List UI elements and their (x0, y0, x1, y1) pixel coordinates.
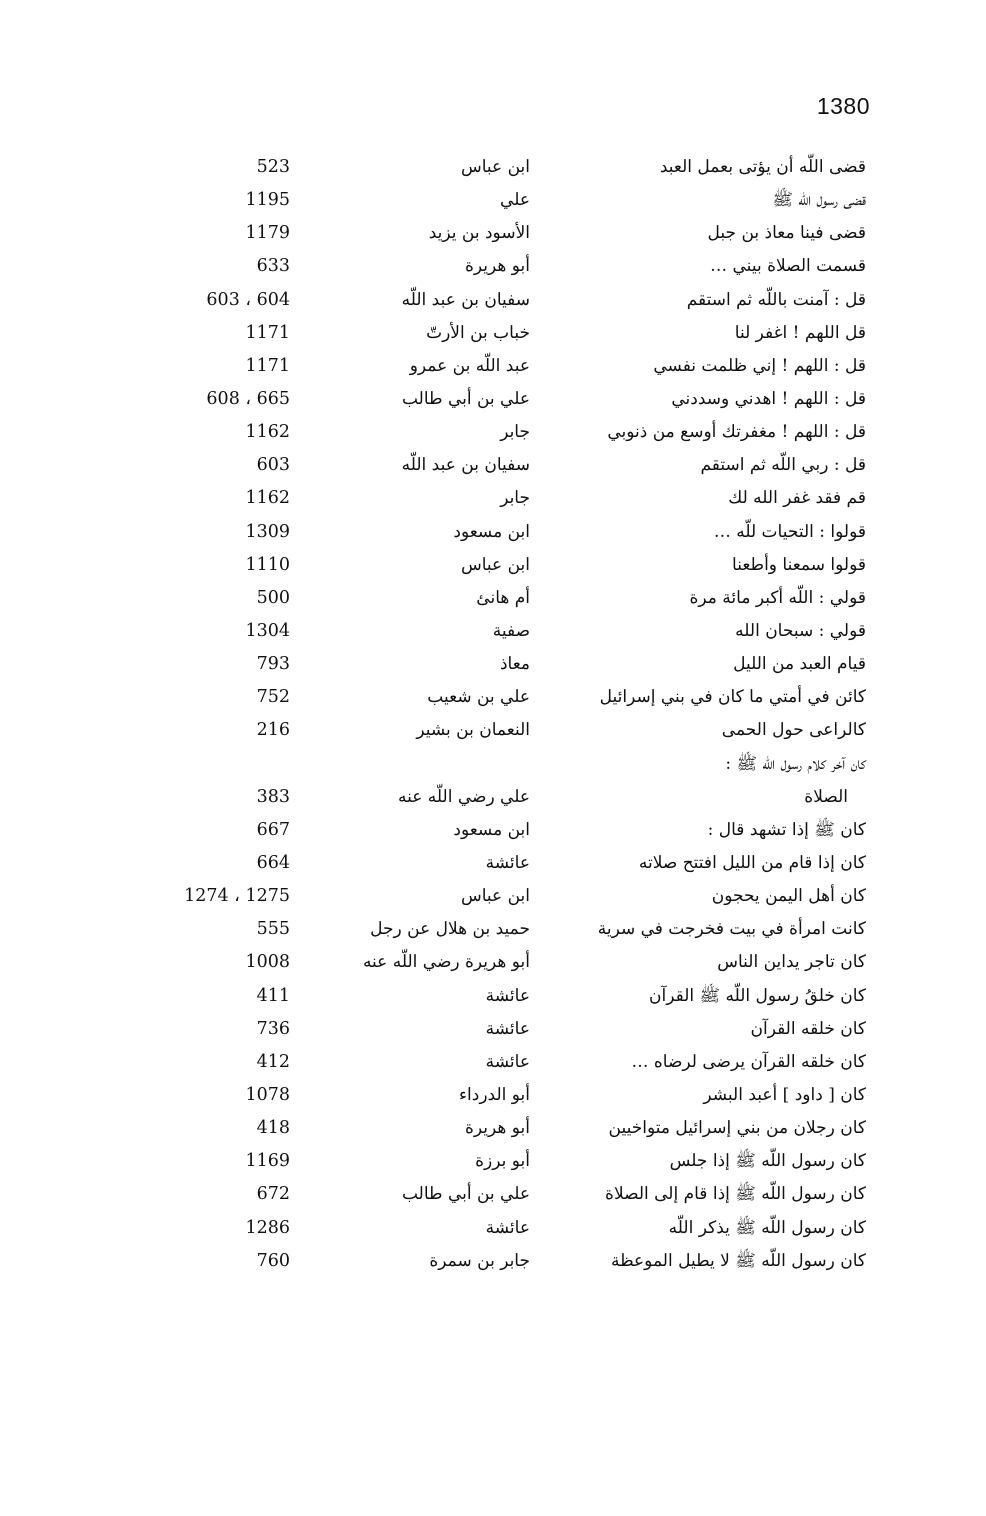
hadith-text (566, 217, 866, 250)
narrator-name: عائشة (485, 985, 530, 1006)
narrator-name: أم هانئ (476, 587, 530, 608)
narrator-name: أبو هريرة (464, 1118, 530, 1139)
index-row (150, 1046, 866, 1079)
index-row (150, 1245, 866, 1278)
hadith-text (566, 748, 866, 814)
hadith-text (566, 1245, 866, 1278)
hadith-text-line: قضى رسول اللّه ﷺ (772, 190, 866, 211)
index-row (150, 250, 866, 283)
index-row (150, 582, 866, 615)
page-references: 793 (256, 654, 290, 675)
hadith-text (566, 184, 866, 217)
page-references: 667 (256, 819, 290, 840)
page-references: 1309 (245, 521, 290, 542)
index-row (150, 847, 866, 880)
index-row (150, 748, 866, 814)
index-row (150, 980, 866, 1013)
hadith-text (566, 1079, 866, 1112)
narrator-name: عائشة (485, 1217, 530, 1238)
hadith-text-line: كان رسول اللّه ﷺ يذكر اللّه (668, 1217, 866, 1238)
hadith-text (566, 1013, 866, 1046)
hadith-text (566, 1112, 866, 1145)
index-row (150, 184, 866, 217)
hadith-text-line: كان خلقُ رسول اللّه ﷺ القرآن (649, 985, 866, 1006)
page-references: 1274 ، 1275 (184, 886, 290, 907)
hadith-text-line: قل : آمنت باللّه ثم استقم (686, 289, 866, 310)
hadith-text (566, 681, 866, 714)
narrator-name: عائشة (485, 852, 530, 873)
page-references: 383 (256, 786, 290, 807)
narrator-name: حميد بن هلال عن رجل (370, 919, 530, 940)
index-row (150, 317, 866, 350)
page-references: 664 (256, 852, 290, 873)
hadith-text-line: كان رجلان من بني إسرائيل متواخيين (608, 1118, 866, 1139)
hadith-text (566, 847, 866, 880)
narrator-name: عائشة (485, 1051, 530, 1072)
page-references: 1179 (245, 223, 290, 244)
hadith-text (566, 383, 866, 416)
hadith-text (566, 151, 866, 184)
hadith-text-line: قم فقد غفر الله لك (728, 488, 866, 509)
index-row (150, 1178, 866, 1211)
hadith-text-line: قسمت الصلاة بيني … (710, 256, 866, 277)
narrator-name: جابر (500, 422, 530, 443)
index-row (150, 946, 866, 979)
page-references: 1171 (245, 322, 290, 343)
index-row (150, 648, 866, 681)
index-row (150, 1079, 866, 1112)
hadith-text-line: كانت امرأة في بيت فخرجت في سرية (597, 919, 866, 940)
narrator-name: أبو برزة (475, 1151, 530, 1172)
hadith-text-line: قولوا : التحيات للّه … (713, 521, 866, 542)
hadith-text-line: قولوا سمعنا وأطعنا (732, 554, 866, 575)
narrator-name: ابن مسعود (453, 521, 530, 542)
page-references: 216 (256, 720, 290, 741)
narrator-name: علي بن أبي طالب (401, 1184, 530, 1205)
hadith-text (566, 516, 866, 549)
page-references: 411 (256, 985, 290, 1006)
narrator-name: ابن عباس (460, 157, 530, 177)
hadith-text (566, 1212, 866, 1245)
hadith-text-line: كان أهل اليمن يحجون (711, 886, 866, 907)
page-references: 603 (256, 455, 290, 476)
hadith-text (566, 1145, 866, 1178)
hadith-text (566, 416, 866, 449)
index-row (150, 449, 866, 482)
hadith-text-line: كان خلقه القرآن (750, 1018, 866, 1039)
index-row (150, 482, 866, 515)
index-row (150, 880, 866, 913)
page-references: 633 (256, 256, 290, 277)
hadith-text-line: قل : ربي اللّه ثم استقم (700, 455, 866, 476)
hadith-text-line: قل اللهم ! اغفر لنا (734, 322, 866, 343)
narrator-name: عبد اللّه بن عمرو (409, 355, 530, 376)
hadith-text (566, 880, 866, 913)
hadith-text-line: قل : اللهم ! مغفرتك أوسع من ذنوبي (607, 422, 866, 443)
index-row (150, 416, 866, 449)
page-references: 500 (256, 587, 290, 608)
narrator-name: عائشة (485, 1018, 530, 1039)
page-references: 1162 (245, 488, 290, 509)
narrator-name: أبو الدرداء (459, 1084, 530, 1105)
narrator-name: ابن عباس (460, 886, 530, 907)
hadith-text-line: قل : اللهم ! إني ظلمت نفسي (653, 355, 866, 376)
hadith-text (566, 350, 866, 383)
narrator-name: علي رضي اللّه عنه (398, 786, 530, 807)
hadith-text (566, 549, 866, 582)
page-references: 1169 (245, 1151, 290, 1172)
page-references: 1110 (245, 554, 290, 575)
hadith-text (566, 449, 866, 482)
hadith-text-line: كان تاجر يداين الناس (717, 952, 866, 973)
narrator-name: ابن مسعود (453, 819, 530, 840)
page-references: 736 (256, 1018, 290, 1039)
hadith-text-line: كان آخر كلام رسول اللّه ﷺ : (725, 753, 866, 774)
hadith-text-line: كان رسول اللّه ﷺ إذا قام إلى الصلاة (605, 1184, 866, 1205)
page-references: 1304 (245, 620, 290, 641)
index-row (150, 913, 866, 946)
narrator-name: علي بن شعيب (427, 687, 530, 708)
hadith-text (566, 482, 866, 515)
hadith-text-line: قولي : اللّه أكبر مائة مرة (689, 587, 866, 608)
narrator-name: جابر بن سمرة (429, 1250, 530, 1271)
narrator-name: علي بن أبي طالب (401, 388, 530, 409)
hadith-text-continuation: الصلاة (804, 786, 848, 807)
narrator-name: سفيان بن عبد اللّه (401, 289, 530, 310)
hadith-text-line: قولي : سبحان الله (735, 620, 866, 641)
narrator-name: سفيان بن عبد اللّه (401, 455, 530, 476)
hadith-text-line: قيام العبد من الليل (733, 654, 866, 675)
hadith-text-line: كان رسول اللّه ﷺ إذا جلس (669, 1151, 866, 1172)
index-row (150, 284, 866, 317)
narrator-name: علي (500, 190, 530, 211)
narrator-name: معاذ (499, 654, 530, 675)
page-references: 1078 (245, 1084, 290, 1105)
hadith-text (566, 714, 866, 747)
index-row (150, 350, 866, 383)
page-references: 1171 (245, 355, 290, 376)
index-row (150, 549, 866, 582)
page-references: 418 (256, 1118, 290, 1139)
page-references: 555 (256, 919, 290, 940)
hadith-text (566, 648, 866, 681)
hadith-text (566, 250, 866, 283)
narrator-name: الأسود بن يزيد (428, 223, 530, 244)
page-references: 523 (256, 157, 290, 177)
narrator-name: أبو هريرة (464, 256, 530, 277)
index-row (150, 1013, 866, 1046)
narrator-name: النعمان بن بشير (416, 720, 530, 741)
index-row (150, 1145, 866, 1178)
index-row (150, 714, 866, 747)
narrator-name: ابن عباس (460, 554, 530, 575)
hadith-text (566, 1046, 866, 1079)
hadith-text (566, 946, 866, 979)
hadith-index-table (150, 151, 866, 1278)
index-row (150, 1212, 866, 1245)
page-references: 608 ، 665 (206, 388, 290, 409)
hadith-text (566, 814, 866, 847)
hadith-text-line: كائن في أمتي ما كان في بني إسرائيل (599, 687, 866, 708)
index-row (150, 615, 866, 648)
index-row (150, 151, 866, 184)
narrator-name: جابر (500, 488, 530, 509)
index-row (150, 516, 866, 549)
page-references: 760 (256, 1250, 290, 1271)
page-references: 1008 (245, 952, 290, 973)
narrator-name: خباب بن الأرتّ (426, 322, 530, 343)
hadith-text (566, 1178, 866, 1211)
hadith-text (566, 980, 866, 1013)
hadith-text (566, 582, 866, 615)
page-references: 752 (256, 687, 290, 708)
index-row (150, 814, 866, 847)
hadith-text (566, 913, 866, 946)
page-references: 1286 (245, 1217, 290, 1238)
hadith-text-line: قضى اللّه أن يؤتى بعمل العبد (659, 157, 866, 177)
index-row (150, 217, 866, 250)
hadith-text-line: كان إذا قام من الليل افتتح صلاته (638, 852, 866, 873)
narrator-name: أبو هريرة رضي اللّه عنه (362, 952, 530, 973)
hadith-text (566, 284, 866, 317)
hadith-text-line: قل : اللهم ! اهدني وسددني (671, 388, 866, 409)
hadith-text-line: كان رسول اللّه ﷺ لا يطيل الموعظة (610, 1250, 866, 1271)
index-row (150, 383, 866, 416)
hadith-text-line: كان ﷺ إذا تشهد قال : (707, 819, 866, 840)
page-references: 603 ، 604 (206, 289, 290, 310)
page-references: 412 (256, 1051, 290, 1072)
index-row (150, 1112, 866, 1145)
hadith-text (566, 317, 866, 350)
page-references: 1162 (245, 422, 290, 443)
narrator-name: صفية (492, 620, 530, 641)
hadith-text-line: كالراعى حول الحمى (721, 720, 866, 741)
page-references: 1195 (245, 190, 290, 211)
index-row (150, 681, 866, 714)
hadith-text-line: كان [ داود ] أعبد البشر (703, 1084, 866, 1105)
hadith-text-line: كان خلقه القرآن يرضى لرضاه … (631, 1051, 866, 1072)
hadith-text (566, 615, 866, 648)
hadith-text-line: قضى فينا معاذ بن جبل (707, 223, 866, 244)
page-references: 672 (256, 1184, 290, 1205)
page-number: 1380 (816, 93, 870, 119)
